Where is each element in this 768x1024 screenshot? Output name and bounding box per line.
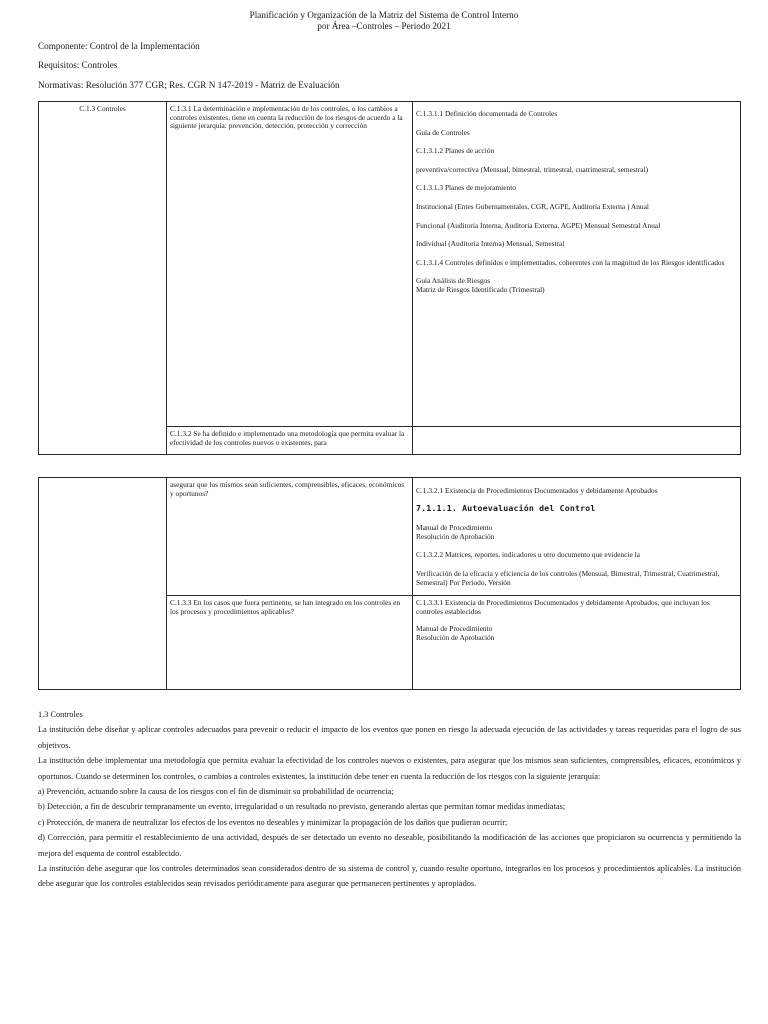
evidence-item: Individual (Auditoria Interna) Mensual, Semestral [416, 239, 565, 249]
controls-matrix-table-1 [38, 101, 741, 455]
body-paragraph: d) Corrección, para permitir el restablecimiento de una actividad, después de ser detectado un evento no deseable, posibilitando la modificación de las acciones que propiciaron su ocurrencia y permitiendo la mejora del esquema de control establecido. [38, 833, 741, 858]
evidence-cell [413, 478, 741, 596]
body-paragraph: b) Detección, a fin de descubrir tempranamente un evento, irregularidad o un resultado no previsto, generando alertas que permitan tomar medidas inmediatas; [38, 802, 566, 812]
evidence-cell-empty [413, 427, 741, 455]
evidence-item: C.1.3.1.4 Controles definidos e implementados, coherentes con la magnitud de los Riesgos identificados [416, 257, 725, 267]
section-heading-7111: 7.1.1.1. Autoevaluación del Control [416, 502, 596, 513]
evidence-c1331: C.1.3.3.1 Existencia de Procedimientos Documentados y debidamente Aprobados, que incluyan los controles establecidos [416, 598, 710, 616]
evidence-manual: Manual de Procedimiento [416, 523, 493, 533]
body-paragraph: La institución debe asegurar que los controles determinados sean considerados dentro de su sistema de control y, cuando resulte oportuno, integrarlos en los procesos y procedimientos aplicables. La institución debe asegurar que los controles establecidos sean revisados periódicamente para asegurar que permanecen pertinentes y apropiados. [38, 864, 741, 889]
evidence-cell [413, 102, 741, 427]
body-paragraph: La institución debe implementar una metodología que permita evaluar la efectividad de los controles nuevos o existentes, para asegurar que los mismos sean suficientes, comprensibles, eficaces, económicos y oportunos. Cuando se determinen los controles, o cambios a controles existentes, la institución debe tener en cuenta la reducción de los riesgos con la siguiente jerarquía: [38, 756, 741, 781]
requirement-cell [167, 478, 413, 596]
requirement-c132-continuation: asegurar que los mismos sean suficientes, comprensibles, eficaces, económicos y oportunos? [170, 480, 405, 498]
body-paragraph: La institución debe diseñar y aplicar controles adecuados para prevenir o reducir el impacto de los eventos que ponen en riesgo la adecuada ejecución de las actividades y tareas requeridas para el logro de sus objetivos. [38, 725, 741, 750]
normativas-line: Normativas: Resolución 377 CGR; Res. CGR N 147-2019 - Matriz de Evaluación [38, 80, 340, 90]
section-title: 1.3 Controles [38, 710, 83, 719]
evidence-c1321: C.1.3.2.1 Existencia de Procedimientos Documentados y debidamente Aprobados [416, 486, 658, 495]
control-label-cell [39, 102, 167, 455]
evidence-resolucion: Resolución de Aprobación [416, 632, 495, 642]
evidence-item: Guía Análisis de Riesgos [416, 276, 491, 286]
componente-line: Componente: Control de la Implementación [38, 41, 200, 51]
control-label-cell-empty [39, 478, 167, 690]
evidence-c1322: C.1.3.2.2 Matrices, reportes, indicadores u otro documento que evidencie la [416, 550, 640, 560]
evidence-item: C.1.3.1.2 Planes de acción [416, 146, 495, 156]
evidence-item: Guía de Controles [416, 127, 470, 137]
requisitos-line: Requisitos: Controles [38, 60, 118, 70]
requirement-cell [167, 427, 413, 455]
evidence-item: Funcional (Auditoria Interna, Auditoria Externa, AGPE) Mensual Semestral Anual [416, 220, 661, 230]
evidence-item: Institucional (Entes Gubernamentales, CGR, AGPE, Auditoria Externa ) Anual [416, 201, 649, 211]
evidence-item: C.1.3.1.3 Planes de mejoramiento [416, 183, 516, 193]
requirement-c131: C.1.3.1 La determinación e implementación de los controles, o los cambios a controles existentes, tiene en cuenta la reducción de los riesgos de acuerdo a la siguiente jerarquía: prevención, detección, protección y corrección [170, 104, 403, 131]
requirement-cell [167, 102, 413, 427]
requirement-c132: C.1.3.2 Se ha definido e implementado una metodología que permita evaluar la efectividad de los controles nuevos o existentes, para [170, 429, 405, 447]
evidence-resolucion: Resolución de Aprobación [416, 531, 495, 541]
requirement-cell [167, 596, 413, 690]
body-paragraph: a) Prevención, actuando sobre la causa de los riesgos con el fin de disminuir su probabilidad de ocurrencia; [38, 787, 394, 797]
controls-section-body [38, 707, 741, 892]
evidence-cell [413, 596, 741, 690]
evidence-item: C.1.3.1.1 Definición documentada de Controles [416, 109, 558, 118]
controls-matrix-table-2 [38, 477, 741, 690]
title-line-2: por Área –Controles – Periodo 2021 [317, 21, 451, 31]
control-label: C.1.3 Controles [79, 104, 126, 113]
evidence-verificacion: Verificación de la eficacia y eficiencia de los controles (Mensual, Bimestral, Trimestral, Cuatrimestral, Semestral) Por Periodo, Versión [416, 568, 720, 587]
title-line-1: Planificación y Organización de la Matriz del Sistema de Control Interno [249, 10, 519, 20]
requirement-c133: C.1.3.3 En los casos que fuera pertinente, se han integrado en los controles en los procesos y procedimientos aplicables? [170, 598, 401, 616]
evidence-item: Matriz de Riesgos Identificado (Trimestral) [416, 284, 545, 294]
document-title [0, 10, 768, 32]
evidence-manual: Manual de Procedimiento [416, 624, 493, 634]
evidence-item: preventiva/correctiva (Mensual, bimestral, trimestral, cuatrimestral, semestral) [416, 164, 649, 174]
body-paragraph: c) Protección, de manera de neutralizar los efectos de los eventos no deseables y minimizar la propagación de los daños que pudieran ocurrir; [38, 817, 508, 827]
